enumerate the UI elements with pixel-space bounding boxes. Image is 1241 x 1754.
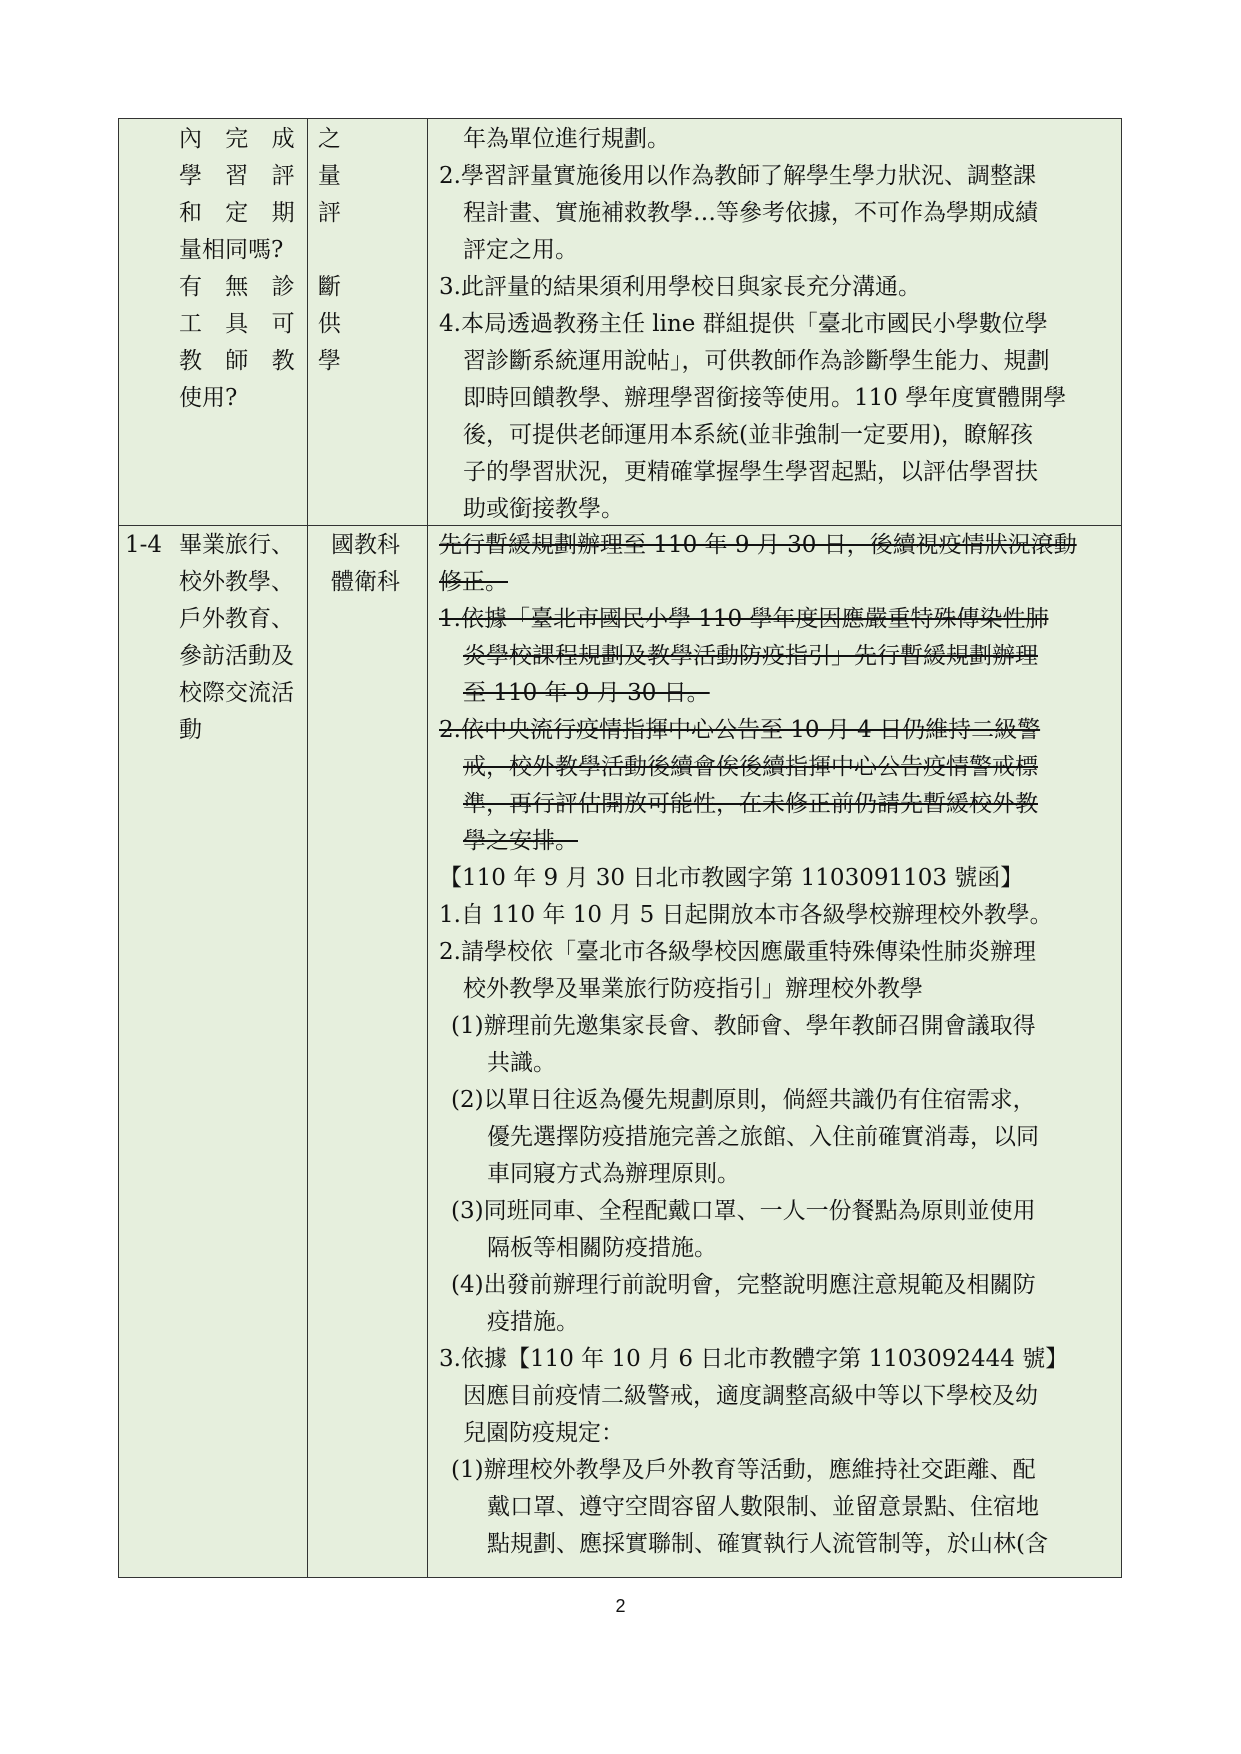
row2-struck-line: 先行暫緩規劃辦理至 110 年 9 月 30 日，後續視疫情狀況滾動 bbox=[439, 532, 1077, 558]
row2-content-line: 校外教學及畢業旅行防疫指引」辦理校外教學 bbox=[463, 976, 923, 1002]
row1-content-line: 3.此評量的結果須利用學校日與家長充分溝通。 bbox=[439, 274, 921, 300]
row1-item-line: 有 無 診 斷 bbox=[179, 274, 349, 300]
row1-content-line: 年為單位進行規劃。 bbox=[463, 126, 670, 152]
row2-content-line: 點規劃、應採實聯制、確實執行人流管制等，於山林(含 bbox=[487, 1531, 1048, 1557]
row2-item-line: 畢業旅行、 bbox=[179, 532, 294, 558]
row2-item-line: 參訪活動及 bbox=[179, 643, 294, 669]
row1-item-line: 內 完 成 之 bbox=[179, 126, 349, 152]
row2-struck-line: 2.依中央流行疫情指揮中心公告至 10 月 4 日仍維持二級警 bbox=[439, 717, 1041, 743]
row2-struck-line: 戒，校外教學活動後續會俟後續指揮中心公告疫情警戒標 bbox=[463, 754, 1038, 780]
row2-unit-line: 體衛科 bbox=[331, 569, 400, 595]
row2-content-cell bbox=[427, 525, 1123, 1579]
page-number: 2 bbox=[615, 1596, 626, 1616]
row2-struck-line: 1.依據「臺北市國民小學 110 學年度因應嚴重特殊傳染性肺 bbox=[439, 606, 1049, 632]
row2-content-line: (1)辦理前先邀集家長會、教師會、學年教師召開會議取得 bbox=[451, 1013, 1036, 1039]
row2-struck-line: 至 110 年 9 月 30 日。 bbox=[463, 680, 710, 706]
row2-unit-line: 國教科 bbox=[331, 532, 400, 558]
row2-content-line: 共識。 bbox=[487, 1050, 556, 1076]
row1-item-line: 使用? bbox=[179, 385, 238, 411]
row1-item-line: 量相同嗎? bbox=[179, 237, 284, 263]
row2-unit-cell bbox=[307, 525, 427, 1579]
row1-item-line: 和 定 期 評 bbox=[179, 200, 349, 226]
row2-struck-line: 修正。 bbox=[439, 569, 508, 595]
row1-content-line: 習診斷系統運用說帖」，可供教師作為診斷學生能力、規劃 bbox=[463, 348, 1050, 374]
row1-content-line: 評定之用。 bbox=[463, 237, 578, 263]
row1-content-line: 助或銜接教學。 bbox=[463, 496, 624, 522]
document-table bbox=[118, 118, 1122, 1578]
row1-item-line: 教 師 教 學 bbox=[179, 348, 349, 374]
row2-content-line: 車同寢方式為辦理原則。 bbox=[487, 1161, 740, 1187]
row2-content-line: 優先選擇防疫措施完善之旅館、入住前確實消毒，以同 bbox=[487, 1124, 1039, 1150]
row2-item-line: 動 bbox=[179, 717, 202, 743]
row2-content-line: 【110 年 9 月 30 日北市教國字第 1103091103 號函】 bbox=[439, 865, 1024, 891]
row2-item-line: 戶外教育、 bbox=[179, 606, 294, 632]
row1-unit-cell bbox=[307, 119, 427, 525]
row2-content-line: 隔板等相關防疫措施。 bbox=[487, 1235, 717, 1261]
row1-item-cell bbox=[119, 119, 349, 525]
row1-content-line: 2.學習評量實施後用以作為教師了解學生學力狀況、調整課 bbox=[439, 163, 1036, 189]
row2-content-line: (4)出發前辦理行前說明會，完整說明應注意規範及相關防 bbox=[451, 1272, 1036, 1298]
row2-item-cell bbox=[119, 525, 307, 1579]
row2-struck-line: 炎學校課程規劃及教學活動防疫指引」先行暫緩規劃辦理 bbox=[463, 643, 1038, 669]
row2-content-line: 疫措施。 bbox=[487, 1309, 579, 1335]
row1-content-line: 4.本局透過教務主任 line 群組提供「臺北市國民小學數位學 bbox=[439, 311, 1048, 337]
row2-content-line: 3.依據【110 年 10 月 6 日北市教體字第 1103092444 號】 bbox=[439, 1346, 1069, 1372]
row2-content-line: (2)以單日往返為優先規劃原則，倘經共識仍有住宿需求， bbox=[451, 1087, 1036, 1113]
row2-content-line: 戴口罩、遵守空間容留人數限制、並留意景點、住宿地 bbox=[487, 1494, 1039, 1520]
row1-content-line: 程計畫、實施補救教學…等參考依據，不可作為學期成績 bbox=[463, 200, 1038, 226]
row2-item-line: 校際交流活 bbox=[179, 680, 294, 706]
row1-content-line: 即時回饋教學、辦理學習銜接等使用。110 學年度實體開學 bbox=[463, 385, 1067, 411]
row2-content-line: (1)辦理校外教學及戶外教育等活動，應維持社交距離、配 bbox=[451, 1457, 1036, 1483]
row1-content-cell bbox=[427, 119, 1123, 525]
row2-content-line: (3)同班同車、全程配戴口罩、一人一份餐點為原則並使用 bbox=[451, 1198, 1036, 1224]
row1-content-line: 後，可提供老師運用本系統(並非強制一定要用)，瞭解孩 bbox=[463, 422, 1033, 448]
row2-item-line: 校外教學、 bbox=[179, 569, 294, 595]
row2-content-line: 2.請學校依「臺北市各級學校因應嚴重特殊傳染性肺炎辦理 bbox=[439, 939, 1036, 965]
row2-item-number: 1-4 bbox=[125, 532, 163, 558]
row1-content-line: 子的學習狀況，更精確掌握學生學習起點，以評估學習扶 bbox=[463, 459, 1038, 485]
row2-struck-line: 準，再行評估開放可能性，在未修正前仍請先暫緩校外教 bbox=[463, 791, 1038, 817]
row1-item-line: 工 具 可 供 bbox=[179, 311, 349, 337]
row2-content-line: 兒園防疫規定： bbox=[463, 1420, 624, 1446]
row2-struck-line: 學之安排。 bbox=[463, 828, 578, 854]
row1-item-line: 學 習 評 量 bbox=[179, 163, 349, 189]
row2-content-line: 因應目前疫情二級警戒，適度調整高級中等以下學校及幼 bbox=[463, 1383, 1038, 1409]
row2-content-line: 1.自 110 年 10 月 5 日起開放本市各級學校辦理校外教學。 bbox=[439, 902, 1053, 928]
